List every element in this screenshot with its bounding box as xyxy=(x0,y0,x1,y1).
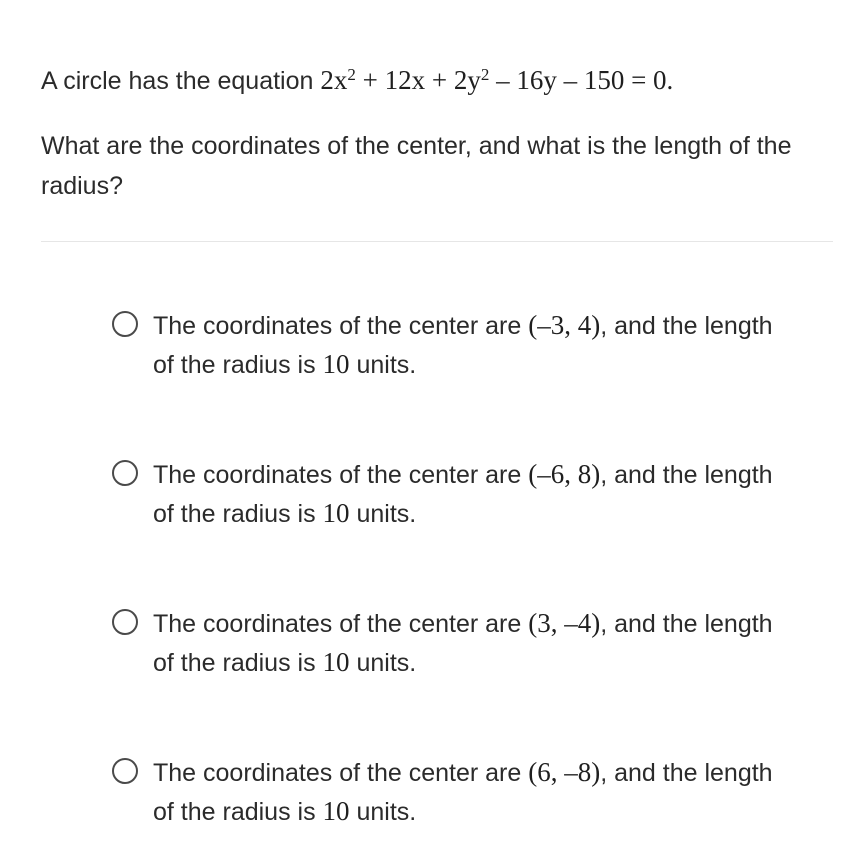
choice-radius: 10 xyxy=(322,349,350,379)
choice-coordinates: (6, –8) xyxy=(528,757,601,787)
equation-term-3: – 16y – 150 = 0. xyxy=(489,65,674,95)
answer-choice-text xyxy=(153,455,793,533)
choice-suffix: units. xyxy=(356,798,417,826)
equation-term-1: 2x xyxy=(320,65,348,95)
choice-radius: 10 xyxy=(322,647,350,677)
choice-prefix: The coordinates of the center are xyxy=(153,312,522,340)
choice-prefix: The coordinates of the center are xyxy=(153,461,522,489)
equation-exponent-2: 2 xyxy=(480,65,490,84)
choice-radius: 10 xyxy=(322,498,350,528)
radio-button-icon[interactable] xyxy=(112,460,138,486)
choice-suffix: units. xyxy=(356,351,417,379)
choice-prefix: The coordinates of the center are xyxy=(153,610,522,638)
choice-middle: , and the length of the radius is xyxy=(153,312,773,379)
radio-button-icon[interactable] xyxy=(112,758,138,784)
choice-middle: , and the length of the radius is xyxy=(153,461,773,528)
choice-coordinates: (–3, 4) xyxy=(528,310,601,340)
answer-choice-text xyxy=(153,306,793,384)
choice-coordinates: (3, –4) xyxy=(528,608,601,638)
choice-middle: , and the length of the radius is xyxy=(153,759,773,826)
choice-prefix: The coordinates of the center are xyxy=(153,759,522,787)
choice-coordinates: (–6, 8) xyxy=(528,459,601,489)
radio-button-icon[interactable] xyxy=(112,311,138,337)
equation-term-2: + 12x + 2y xyxy=(355,65,481,95)
choice-middle: , and the length of the radius is xyxy=(153,610,773,677)
choice-suffix: units. xyxy=(356,500,417,528)
question-prompt: What are the coordinates of the center, and what is the length of the radius? xyxy=(41,132,792,200)
choice-radius: 10 xyxy=(322,796,350,826)
choice-suffix: units. xyxy=(356,649,417,677)
question-intro: A circle has the equation xyxy=(41,67,314,95)
answer-choice-text xyxy=(153,604,793,682)
answer-choice-text xyxy=(153,753,793,831)
equation-exponent-1: 2 xyxy=(347,65,356,84)
radio-button-icon[interactable] xyxy=(112,609,138,635)
